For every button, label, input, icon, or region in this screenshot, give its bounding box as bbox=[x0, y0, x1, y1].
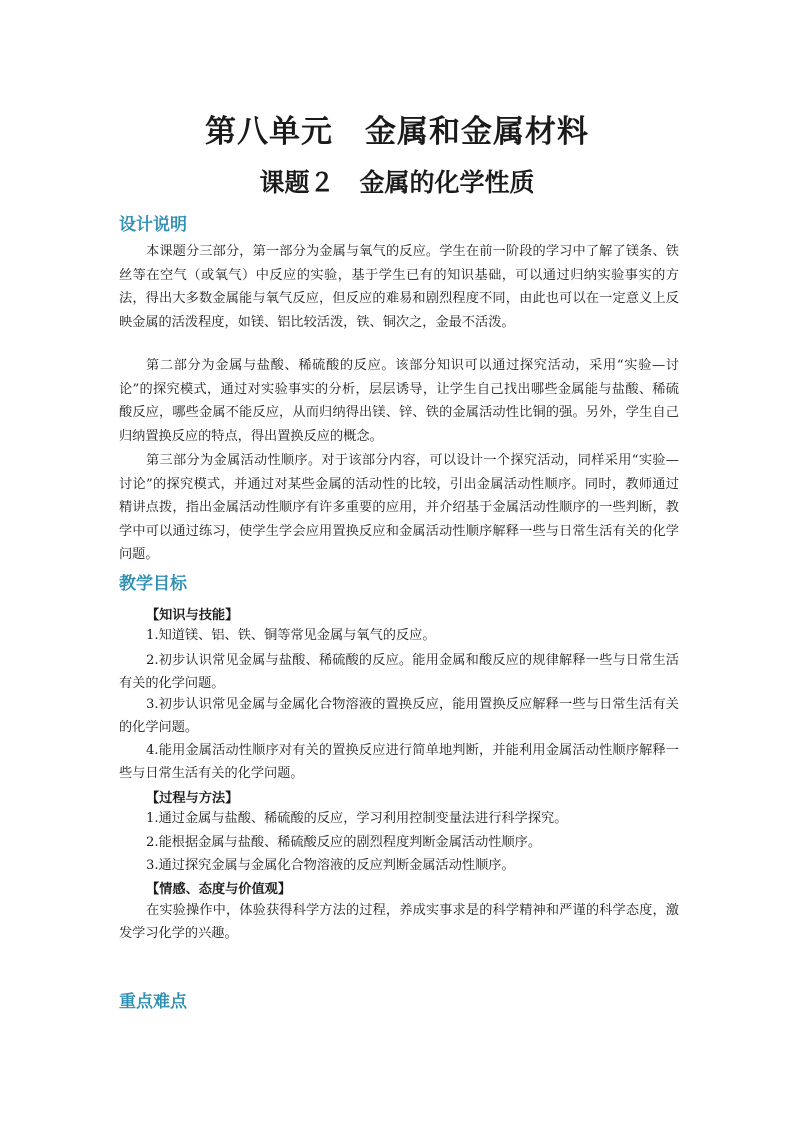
section-heading-design: 设计说明 bbox=[119, 215, 187, 235]
section-heading-keypoints: 重点难点 bbox=[119, 992, 187, 1012]
design-paragraph-1: 本课题分三部分，第一部分为金属与氧气的反应。学生在前一阶段的学习中了解了镁条、铁丝等在空气（或氧气）中反应的实验，基于学生已有的知识基础，可以通过归纳实验事实的方法，得出大多数金属能与氧气反应，但反应的难易和剧烈程度不同，由此也可以在一定意义上反映金属的活泼程度，如镁、铝比较活泼，铁、铜次之，金最不活泼。 bbox=[119, 244, 679, 330]
section-heading-goals: 教学目标 bbox=[119, 574, 187, 594]
process-methods-title: 【过程与方法】 bbox=[146, 791, 239, 806]
goal-knowledge-2: 2.初步认识常见金属与盐酸、稀硫酸的反应。能用金属和酸反应的规律解释一些与日常生活有关的化学问题。 bbox=[119, 653, 679, 691]
design-paragraph-2: 第二部分为金属与盐酸、稀硫酸的反应。该部分知识可以通过探究活动，采用“实验—讨论”的探究模式，通过对实验事实的分析，层层诱导，让学生自己找出哪些金属能与盐酸、稀硫酸反应，哪些金属不能反应，从而归纳得出镁、锌、铁的金属活动性比铜的强。另外，学生自己归纳置换反应的特点，得出置换反应的概念。 bbox=[119, 358, 679, 444]
goal-knowledge-1: 1.知道镁、铝、铁、铜等常见金属与氧气的反应。 bbox=[146, 628, 436, 643]
goal-method-1: 1.通过金属与盐酸、稀硫酸的反应，学习利用控制变量法进行科学探究。 bbox=[146, 811, 568, 826]
goal-method-3: 3.通过探究金属与金属化合物溶液的反应判断金属活动性顺序。 bbox=[146, 858, 515, 873]
goal-knowledge-3: 3.初步认识常见金属与金属化合物溶液的置换反应，能用置换反应解释一些与日常生活有关的化学问题。 bbox=[119, 697, 679, 735]
goal-emotion-1: 在实验操作中，体验获得科学方法的过程，养成实事求是的科学精神和严谨的科学态度，激发学习化学的兴趣。 bbox=[119, 903, 679, 941]
design-paragraph-3: 第三部分为金属活动性顺序。对于该部分内容，可以设计一个探究活动，同样采用“实验—讨论”的探究模式，并通过对某些金属的活动性的比较，引出金属活动性顺序。同时，教师通过精讲点拨，指出金属活动性顺序有许多重要的应用，并介绍基于金属活动性顺序的一些判断，教学中可以通过练习，使学生学会应用置换反应和金属活动性顺序解释一些与日常生活有关的化学问题。 bbox=[119, 453, 679, 562]
lesson-title: 课题２ 金属的化学性质 bbox=[259, 168, 535, 197]
unit-title: 第八单元 金属和金属材料 bbox=[205, 114, 589, 150]
goal-knowledge-4: 4.能用金属活动性顺序对有关的置换反应进行简单地判断，并能利用金属活动性顺序解释一些与日常生活有关的化学问题。 bbox=[119, 743, 679, 781]
goal-method-2: 2.能根据金属与盐酸、稀硫酸反应的剧烈程度判断金属活动性顺序。 bbox=[146, 835, 542, 850]
knowledge-skills-title: 【知识与技能】 bbox=[146, 608, 239, 623]
emotion-attitude-title: 【情感、态度与价值观】 bbox=[146, 882, 292, 897]
